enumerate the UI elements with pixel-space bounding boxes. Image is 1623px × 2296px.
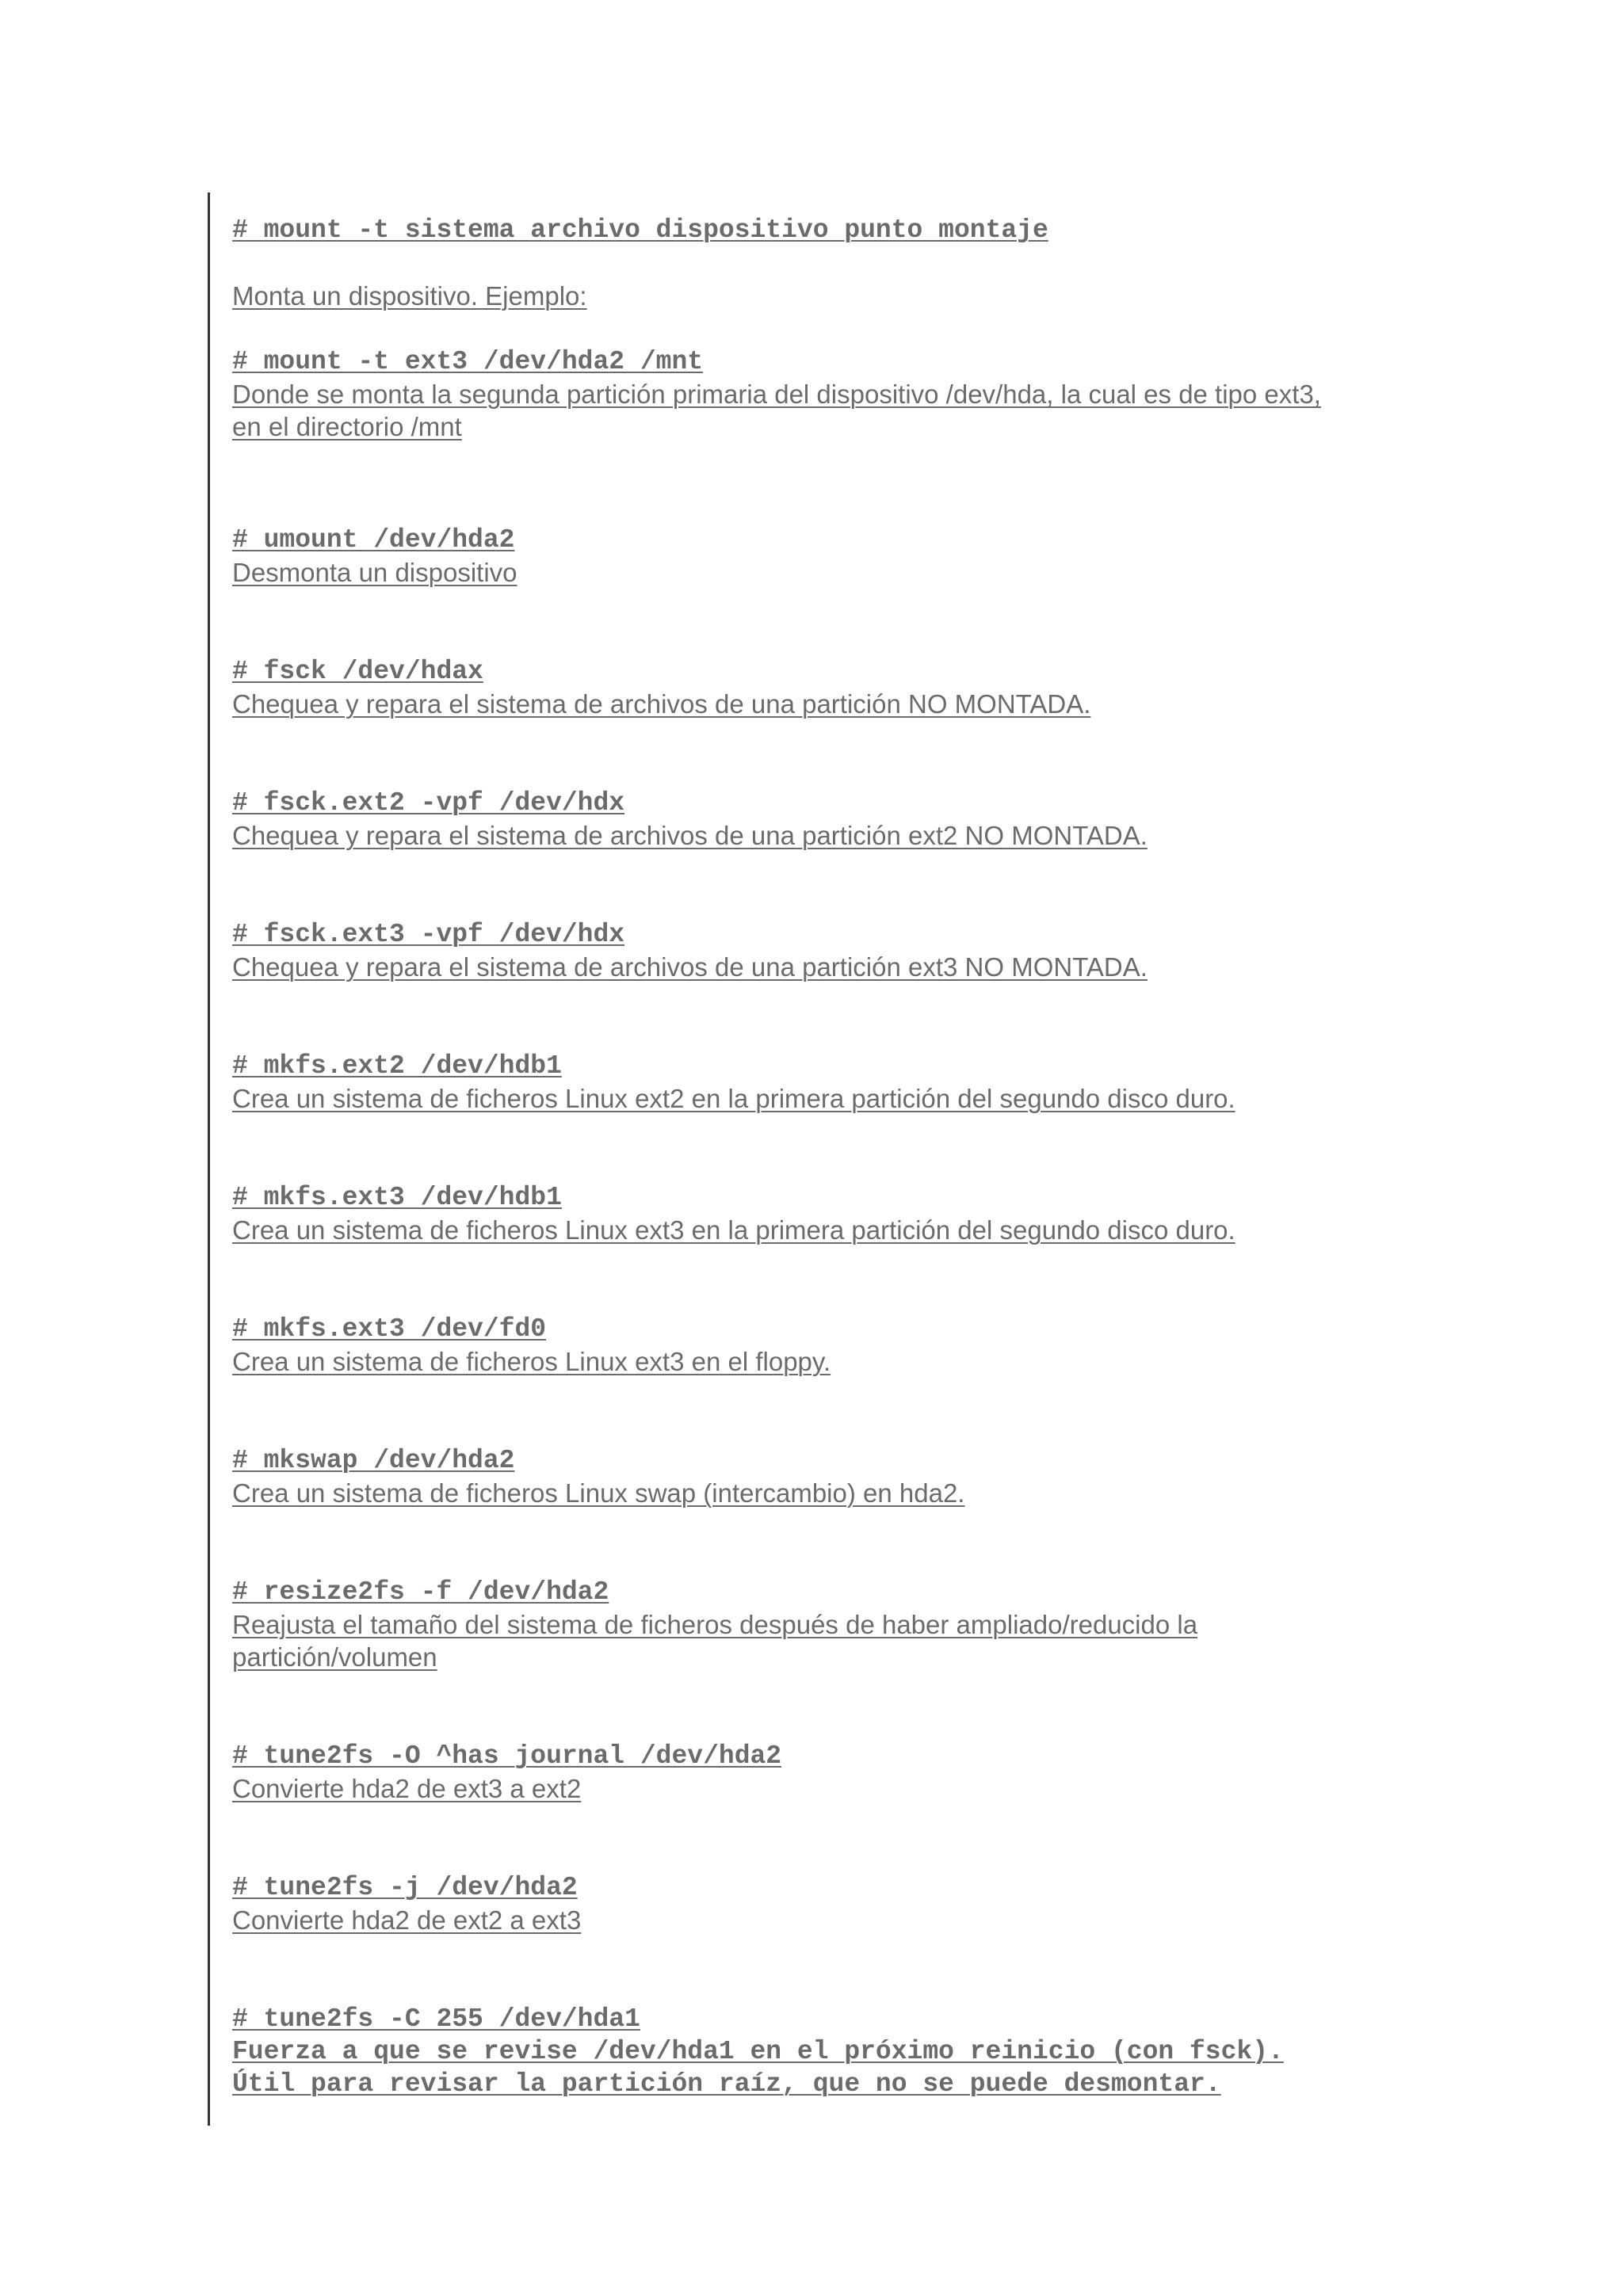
description-text: Chequea y repara el sistema de archivos de una partición ext2 NO MONTADA. <box>232 821 1148 850</box>
description-text: Reajusta el tamaño del sistema de ficheros después de haber ampliado/reducido la <box>232 1610 1198 1639</box>
description-text: Chequea y repara el sistema de archivos de una partición ext3 NO MONTADA. <box>232 952 1148 982</box>
description-text: Convierte hda2 de ext2 a ext3 <box>232 1905 582 1935</box>
description-text: Chequea y repara el sistema de archivos de una partición NO MONTADA. <box>232 689 1091 719</box>
description-text: Útil para revisar la partición raíz, que no se puede desmontar. <box>232 2069 1221 2099</box>
entry-resize2fs <box>232 1576 1595 1673</box>
description-text: Donde se monta la segunda partición primaria del dispositivo /dev/hda, la cual es de tipo ext3, <box>232 379 1321 409</box>
entry-mount-example <box>232 345 1595 443</box>
command-text: # fsck.ext3 -vpf /dev/hdx <box>232 920 625 949</box>
description-text: partición/volumen <box>232 1642 437 1672</box>
entry-mount-syntax <box>232 214 1595 246</box>
entry-fsck-ext3 <box>232 918 1595 983</box>
document-content <box>232 214 1595 2167</box>
description-text: Crea un sistema de ficheros Linux ext2 en la primera partición del segundo disco duro. <box>232 1084 1235 1113</box>
entry-fsck-ext2 <box>232 787 1595 852</box>
command-text: # tune2fs -O ^has journal /dev/hda2 <box>232 1741 782 1771</box>
command-text: # mkswap /dev/hda2 <box>232 1446 515 1475</box>
command-text: # mount -t ext3 /dev/hda2 /mnt <box>232 347 704 376</box>
command-text: # tune2fs -j /dev/hda2 <box>232 1873 578 1902</box>
command-text: # fsck.ext2 -vpf /dev/hdx <box>232 788 625 818</box>
command-text: # fsck /dev/hdax <box>232 657 483 686</box>
entry-tune2fs-force-check <box>232 2003 1595 2100</box>
description-text: Desmonta un dispositivo <box>232 558 517 587</box>
command-text: # mkfs.ext3 /dev/hdb1 <box>232 1183 562 1212</box>
command-text: # mkfs.ext2 /dev/hdb1 <box>232 1051 562 1081</box>
command-text: # mkfs.ext3 /dev/fd0 <box>232 1314 547 1344</box>
entry-intro <box>232 280 1595 312</box>
description-text: Convierte hda2 de ext3 a ext2 <box>232 1774 582 1803</box>
description-text: Fuerza a que se revise /dev/hda1 en el próximo reinicio (con fsck). <box>232 2037 1284 2066</box>
intro-text: Monta un dispositivo. Ejemplo: <box>232 281 587 311</box>
description-text: en el directorio /mnt <box>232 412 462 441</box>
entry-fsck <box>232 655 1595 720</box>
description-text: Crea un sistema de ficheros Linux swap (intercambio) en hda2. <box>232 1478 965 1508</box>
left-margin-rule <box>208 193 210 2126</box>
entry-mkfs-ext2 <box>232 1050 1595 1115</box>
command-text: # tune2fs -C 255 /dev/hda1 <box>232 2004 640 2034</box>
description-text: Crea un sistema de ficheros Linux ext3 en el floppy. <box>232 1347 831 1376</box>
entry-mkfs-ext3-hdb1 <box>232 1181 1595 1246</box>
description-text: Crea un sistema de ficheros Linux ext3 en la primera partición del segundo disco duro. <box>232 1215 1235 1245</box>
command-text: # mount -t sistema archivo dispositivo punto montaje <box>232 215 1048 245</box>
entry-mkswap <box>232 1444 1595 1509</box>
entry-tune2fs-add-journal <box>232 1871 1595 1936</box>
entry-umount <box>232 524 1595 589</box>
command-text: # resize2fs -f /dev/hda2 <box>232 1577 609 1607</box>
entry-mkfs-ext3-fd0 <box>232 1313 1595 1378</box>
command-text: # umount /dev/hda2 <box>232 525 515 555</box>
entry-tune2fs-remove-journal <box>232 1740 1595 1805</box>
